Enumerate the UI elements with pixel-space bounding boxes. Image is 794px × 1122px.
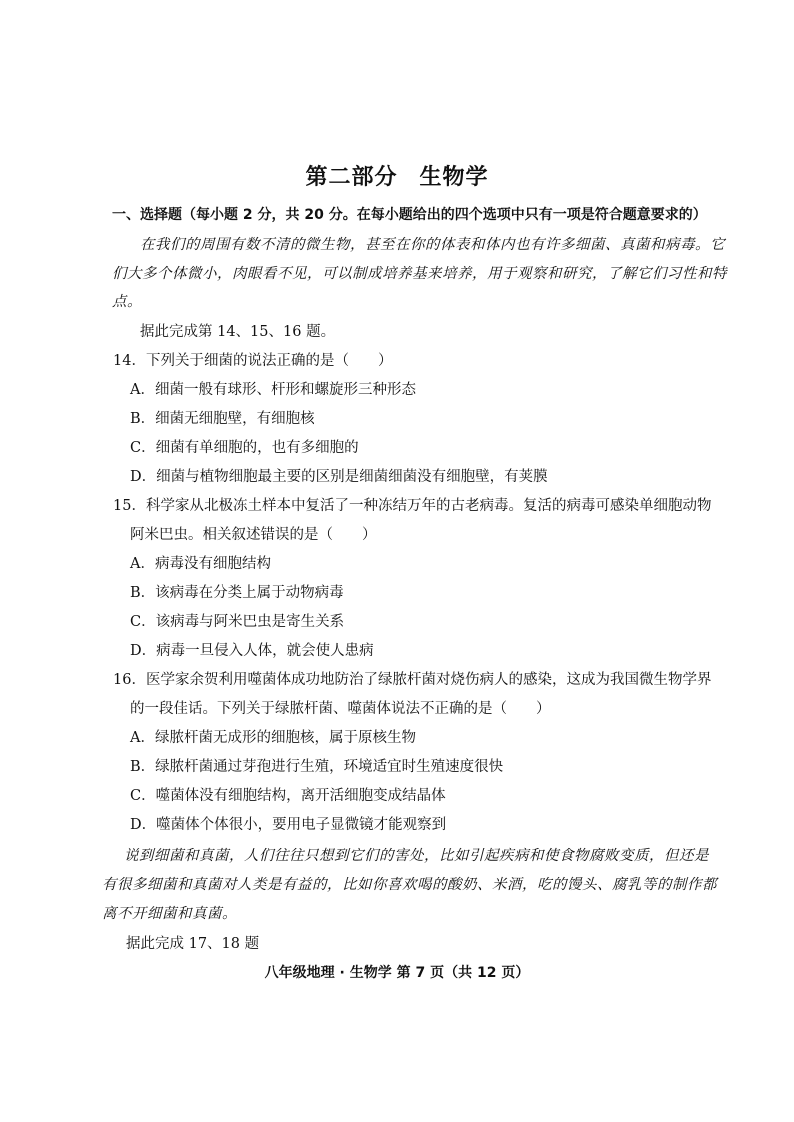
passage1-line-2: 们大多个体微小，肉眼看不见，可以制成培养基来培养，用于观察和研究，了解它们习性和特 — [112, 266, 727, 282]
question-14-option-d: D．细菌与植物细胞最主要的区别是细菌细菌没有细胞壁，有荚膜 — [130, 469, 548, 485]
passage1-line-3: 点。 — [112, 294, 142, 310]
question-14-option-c: C．细菌有单细胞的，也有多细胞的 — [130, 440, 359, 456]
question-14-option-a: A．细菌一般有球形、杆形和螺旋形三种形态 — [130, 382, 416, 398]
title-subject: 生物学 — [419, 165, 489, 190]
question-15-stem-line-2: 阿米巴虫。相关叙述错误的是（ ） — [130, 527, 377, 543]
question-14-stem: 14．下列关于细菌的说法正确的是（ ） — [113, 353, 393, 369]
page-title — [0, 160, 794, 191]
instruction-2: 据此完成 17、18 题 — [126, 936, 260, 952]
question-15-option-d: D．病毒一旦侵入人体，就会使人患病 — [130, 643, 374, 659]
question-15-option-c: C．该病毒与阿米巴虫是寄生关系 — [130, 614, 345, 630]
question-16-option-a: A．绿脓杆菌无成形的细胞核，属于原核生物 — [130, 730, 416, 746]
question-14-option-b: B．细菌无细胞壁，有细胞核 — [130, 411, 315, 427]
question-16-stem-line-1: 16．医学家余贺利用噬菌体成功地防治了绿脓杆菌对烧伤病人的感染，这成为我国微生物学界 — [113, 672, 712, 688]
question-15-option-a: A．病毒没有细胞结构 — [130, 556, 271, 572]
passage2-line-2: 有很多细菌和真菌对人类是有益的，比如你喜欢喝的酸奶、米酒，吃的馒头、腐乳等的制作都 — [102, 877, 717, 893]
passage1-line-1: 在我们的周围有数不清的微生物，甚至在你的体表和体内也有许多细菌、真菌和病毒。它 — [140, 237, 725, 253]
passage2-line-1: 说到细菌和真菌，人们往往只想到它们的害处，比如引起疾病和使食物腐败变质，但还是 — [124, 848, 709, 864]
question-15-stem-line-1: 15．科学家从北极冻土样本中复活了一种冻结万年的古老病毒。复活的病毒可感染单细胞动物 — [113, 498, 712, 514]
passage2-line-3: 离不开细菌和真菌。 — [102, 906, 237, 922]
question-16-option-d: D．噬菌体个体很小，要用电子显微镜才能观察到 — [130, 817, 447, 833]
page-footer: 八年级地理 · 生物学 第 7 页（共 12 页） — [264, 965, 530, 981]
question-15-option-b: B．该病毒在分类上属于动物病毒 — [130, 585, 344, 601]
instruction-1: 据此完成第 14、15、16 题。 — [140, 324, 336, 340]
question-16-stem-line-2: 的一段佳话。下列关于绿脓杆菌、噬菌体说法不正确的是（ ） — [130, 701, 551, 717]
question-16-option-b: B．绿脓杆菌通过芽孢进行生殖，环境适宜时生殖速度很快 — [130, 759, 504, 775]
section-header: 一、选择题（每小题 2 分，共 20 分。在每小题给出的四个选项中只有一项是符合题意要求的） — [112, 207, 707, 223]
title-part: 第二部分 — [305, 165, 398, 190]
question-16-option-c: C．噬菌体没有细胞结构，离开活细胞变成结晶体 — [130, 788, 446, 804]
